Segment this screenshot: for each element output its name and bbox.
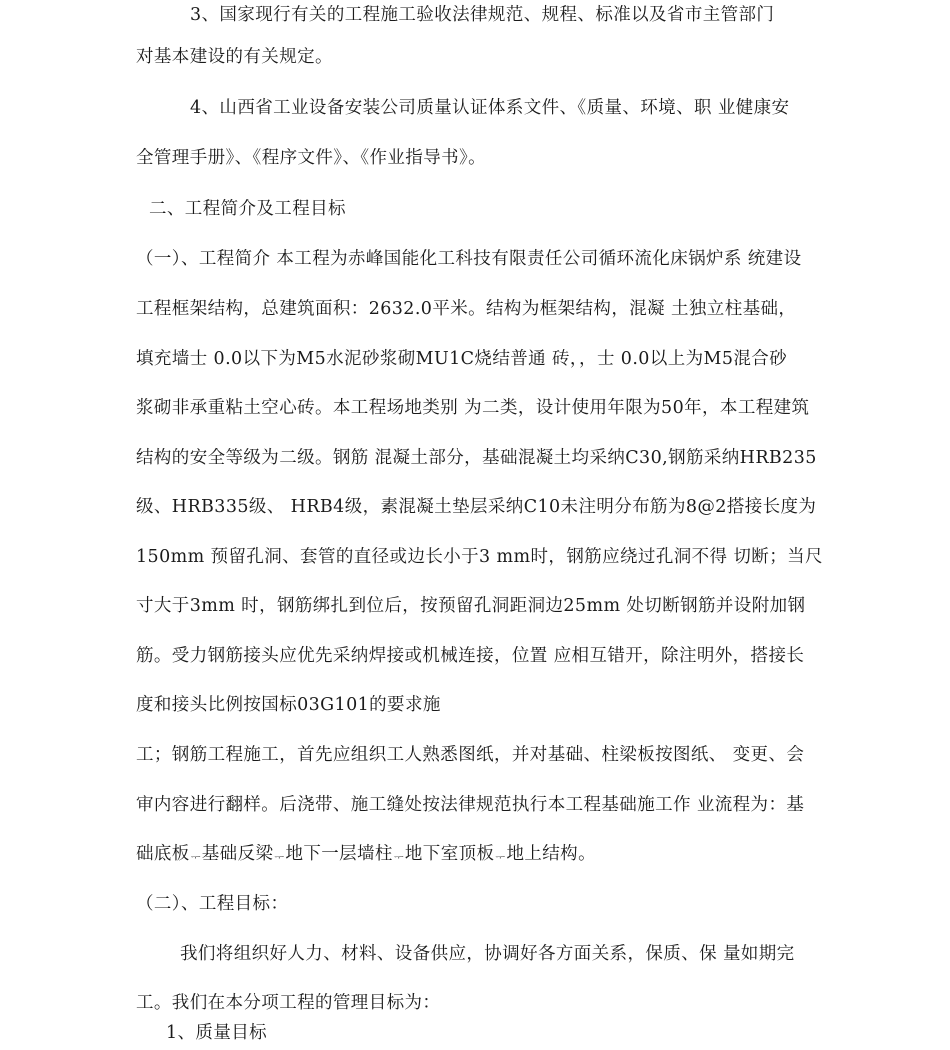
text-line: 级、HRB335级、 HRB4级，素混凝土垫层采纳C10未注明分布筋为8@2搭接长度为: [136, 497, 817, 517]
text-line: 工；钢筋工程施工，首先应组织工人熟悉图纸，并对基础、柱梁板按图纸、 变更、会: [136, 745, 805, 765]
flow-line: [136, 842, 596, 871]
text-line: 寸大于3mm 时，钢筋绑扎到位后，按预留孔洞距洞边25mm 处切断钢筋并设附加钢: [136, 596, 806, 616]
text-line: 4、山西省工业设备安装公司质量认证体系文件、《质量、环境、职 业健康安: [190, 98, 790, 118]
text-line: 150mm 预留孔洞、套管的直径或边长小于3 mm时，钢筋应绕过孔洞不得 切断；当尺: [136, 547, 823, 567]
flow-step: 础底板: [136, 844, 190, 864]
flow-step: 地下室顶板: [404, 844, 495, 864]
flow-separator: ᅮ: [274, 853, 285, 864]
flow-separator: ᅮ: [393, 853, 404, 864]
text-line: 对基本建设的有关规定。: [136, 47, 333, 67]
flow-step: 地上结构。: [506, 844, 596, 864]
section-heading: 二、工程简介及工程目标: [149, 199, 346, 219]
text-line: 3、国家现行有关的工程施工验收法律规范、规程、标准以及省市主管部门: [190, 5, 775, 25]
text-line: 1、质量目标: [166, 1023, 268, 1043]
text-line: 工。我们在本分项工程的管理目标为：: [136, 993, 441, 1013]
text-line: 浆砌非承重粘土空心砖。本工程场地类别 为二类，设计使用年限为50年，本工程建筑: [136, 398, 810, 418]
text-line: 审内容进行翻样。后浇带、施工缝处按法律规范执行本工程基础施工作 业流程为：基: [136, 795, 805, 815]
flow-step: 地下一层墙柱: [285, 844, 393, 864]
text-line: 填充墙士 0.0以下为M5水泥砂浆砌MU1C烧结普通 砖，，士 0.0以上为M5混合砂: [136, 349, 788, 369]
text-line: （一）、工程简介 本工程为赤峰国能化工科技有限责任公司循环流化床锅炉系 统建设: [136, 249, 802, 269]
text-line: 度和接头比例按国标03G101的要求施: [136, 695, 441, 715]
text-line: 结构的安全等级为二级。钢筋 混凝土部分，基础混凝土均采纳C30,钢筋采纳HRB235: [136, 448, 817, 468]
section-heading: （二）、工程目标：: [136, 894, 289, 914]
flow-separator: ᅮ: [190, 853, 201, 864]
text-line: 筋。受力钢筋接头应优先采纳焊接或机械连接，位置 应相互错开，除注明外，搭接长: [136, 646, 805, 666]
text-line: 全管理手册》、《程序文件》、《作业指导书》。: [136, 148, 487, 168]
text-line: 我们将组织好人力、材料、设备供应，协调好各方面关系，保质、保 量如期完: [180, 944, 795, 964]
flow-step: 基础反梁: [201, 844, 274, 864]
text-line: 工程框架结构，总建筑面积：2632.0平米。结构为框架结构，混凝 土独立柱基础，: [136, 299, 797, 319]
flow-separator: ᅮ: [495, 853, 506, 864]
